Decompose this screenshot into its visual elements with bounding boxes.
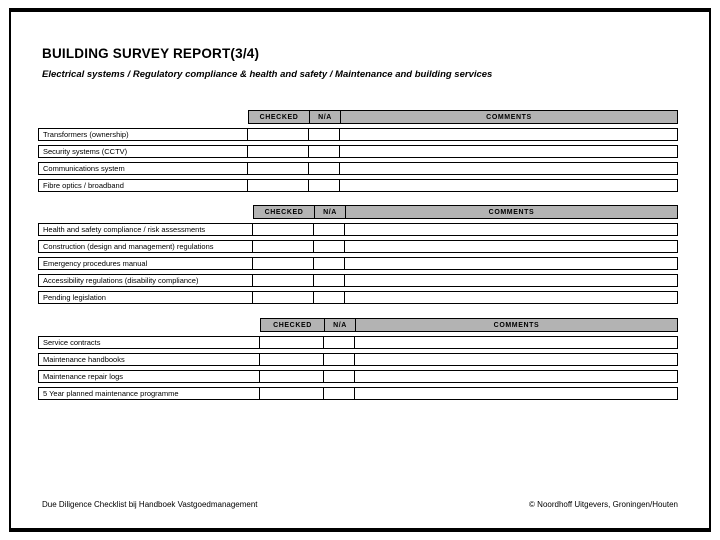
header-spacer [38, 318, 260, 332]
na-cell [323, 353, 355, 366]
row-label: Security systems (CCTV) [38, 145, 248, 158]
checked-cell [252, 257, 314, 270]
row-label: Service contracts [38, 336, 260, 349]
header-spacer [38, 110, 248, 124]
na-cell [313, 291, 345, 304]
row-label: Maintenance handbooks [38, 353, 260, 366]
row-label: Accessibility regulations (disability compliance) [38, 274, 253, 287]
comments-cell [354, 336, 678, 349]
checked-cell [252, 223, 314, 236]
row-label: Health and safety compliance / risk assessments [38, 223, 253, 236]
checked-cell [252, 240, 314, 253]
column-header-na: N/A [324, 318, 356, 332]
checked-cell [259, 387, 324, 400]
checked-cell [259, 370, 324, 383]
comments-cell [344, 257, 678, 270]
row-label: Fibre optics / broadband [38, 179, 248, 192]
table-header-row [38, 318, 678, 332]
comments-cell [339, 128, 678, 141]
row-label: Communications system [38, 162, 248, 175]
column-header-comments: COMMENTS [355, 318, 678, 332]
table-row [38, 223, 678, 236]
report-subtitle: Electrical systems / Regulatory compliance & health and safety / Maintenance and building services [42, 69, 493, 80]
table-row [38, 162, 678, 175]
checked-cell [259, 353, 324, 366]
comments-cell [339, 145, 678, 158]
comments-cell [354, 370, 678, 383]
row-label: Transformers (ownership) [38, 128, 248, 141]
na-cell [323, 370, 355, 383]
table-row [38, 128, 678, 141]
na-cell [323, 387, 355, 400]
table-row [38, 336, 678, 349]
checked-cell [247, 145, 309, 158]
table-section-maintenance-services [38, 318, 678, 400]
comments-cell [344, 291, 678, 304]
na-cell [308, 145, 340, 158]
comments-cell [344, 240, 678, 253]
na-cell [323, 336, 355, 349]
column-header-na: N/A [314, 205, 346, 219]
table-row [38, 240, 678, 253]
row-label: Maintenance repair logs [38, 370, 260, 383]
na-cell [308, 128, 340, 141]
column-header-comments: COMMENTS [345, 205, 678, 219]
table-row [38, 274, 678, 287]
table-row [38, 179, 678, 192]
table-row [38, 370, 678, 383]
checked-cell [252, 291, 314, 304]
table-row [38, 145, 678, 158]
table-header-row [38, 205, 678, 219]
report-title: BUILDING SURVEY REPORT(3/4) [42, 46, 260, 61]
table-row [38, 257, 678, 270]
na-cell [313, 223, 345, 236]
row-label: Emergency procedures manual [38, 257, 253, 270]
column-header-comments: COMMENTS [340, 110, 678, 124]
table-section-regulatory-compliance [38, 205, 678, 304]
row-label: 5 Year planned maintenance programme [38, 387, 260, 400]
comments-cell [344, 223, 678, 236]
footer-copyright-text: © Noordhoff Uitgevers, Groningen/Houten [529, 500, 678, 509]
checked-cell [252, 274, 314, 287]
checked-cell [247, 128, 309, 141]
column-header-checked: CHECKED [248, 110, 310, 124]
column-header-checked: CHECKED [260, 318, 325, 332]
checked-cell [247, 179, 309, 192]
header-spacer [38, 205, 253, 219]
na-cell [313, 240, 345, 253]
column-header-na: N/A [309, 110, 341, 124]
comments-cell [344, 274, 678, 287]
footer-source-text: Due Diligence Checklist bij Handboek Vastgoedmanagement [42, 500, 258, 509]
comments-cell [354, 387, 678, 400]
table-header-row [38, 110, 678, 124]
comments-cell [354, 353, 678, 366]
na-cell [308, 162, 340, 175]
row-label: Construction (design and management) regulations [38, 240, 253, 253]
table-section-electrical-systems [38, 110, 678, 192]
na-cell [313, 257, 345, 270]
column-header-checked: CHECKED [253, 205, 315, 219]
table-row [38, 353, 678, 366]
table-row [38, 387, 678, 400]
row-label: Pending legislation [38, 291, 253, 304]
checked-cell [259, 336, 324, 349]
na-cell [313, 274, 345, 287]
na-cell [308, 179, 340, 192]
checked-cell [247, 162, 309, 175]
table-row [38, 291, 678, 304]
comments-cell [339, 162, 678, 175]
comments-cell [339, 179, 678, 192]
